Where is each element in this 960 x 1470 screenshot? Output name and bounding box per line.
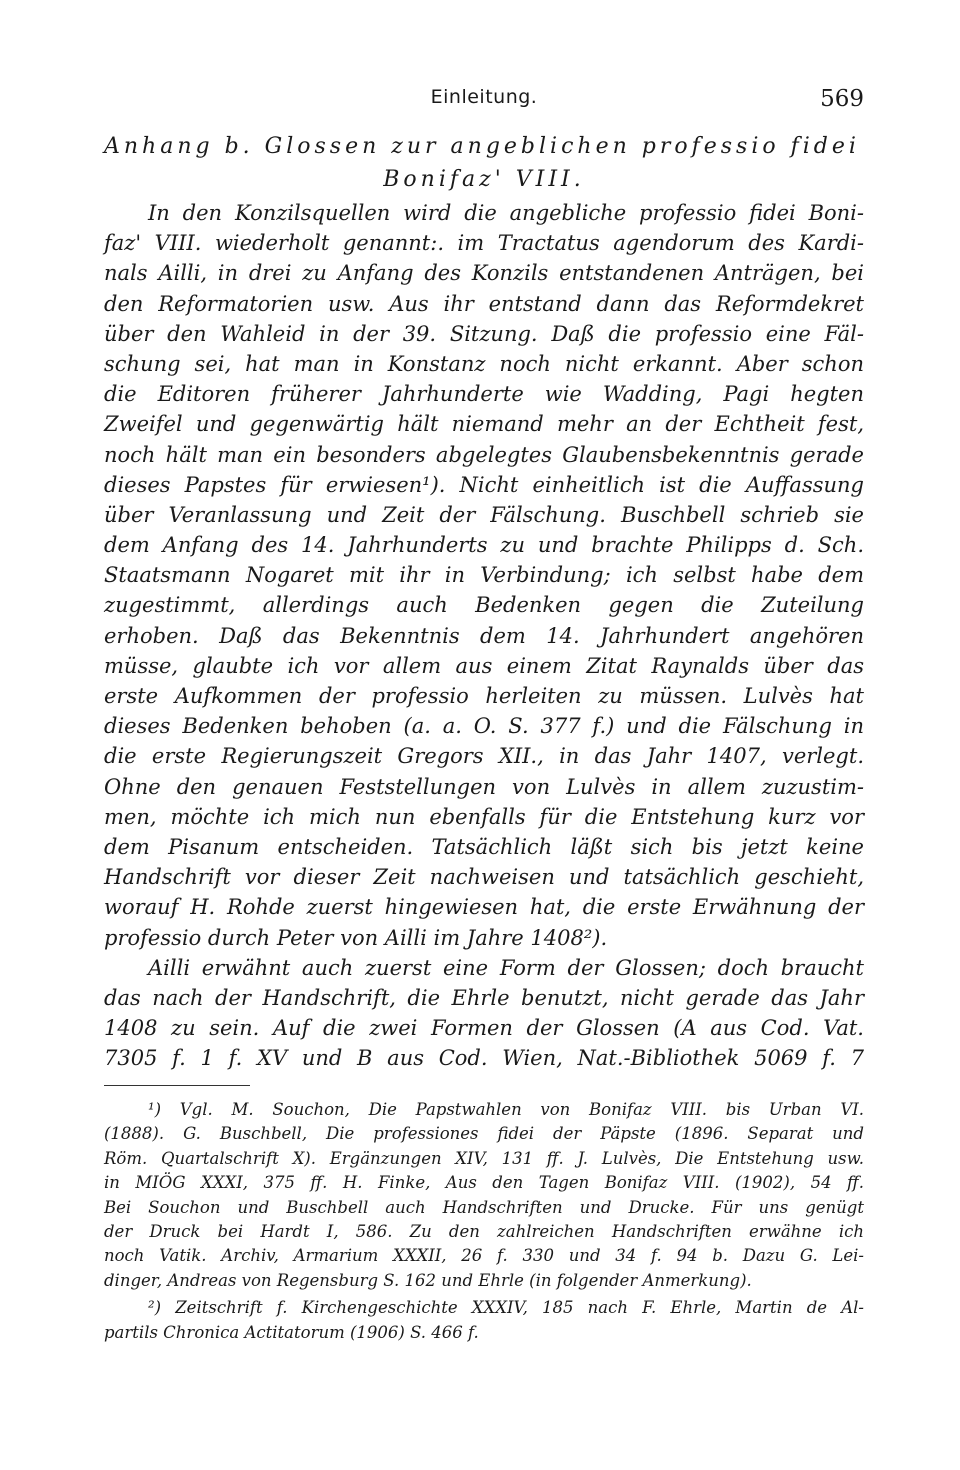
footnote-line: Röm. Quartalschrift X). Ergänzungen XIV, 131 ff. J. Lulvès, Die Entstehung usw. <box>104 1148 864 1168</box>
body-line: das nach der Handschrift, die Ehrle benutzt, nicht gerade das Jahr <box>104 985 864 1010</box>
heading-line: Anhang b. Glossen zur angeblichen professio fidei <box>104 134 860 159</box>
body-line: den Reformatorien usw. Aus ihr entstand dann das Reformdekret <box>104 291 864 316</box>
footnote-line: ²) Zeitschrift f. Kirchengeschichte XXXIV, 185 nach F. Ehrle, Martin de Al- <box>148 1298 864 1318</box>
body-line: erhoben. Daß das Bekenntnis dem 14. Jahrhundert angehören <box>104 623 864 648</box>
page-number: 569 <box>820 86 864 112</box>
section-heading <box>104 130 864 196</box>
footnote-line: (1888). G. Buschbell, Die professiones fidei der Päpste (1896. Separat und <box>104 1124 864 1144</box>
body-line: dieses Bedenken behoben (a. a. O. S. 377 f.) und die Fälschung in <box>104 714 864 739</box>
body-line: zugestimmt, allerdings auch Bedenken gegen die Zuteilung <box>104 593 864 618</box>
body-line: die Editoren früherer Jahrhunderte wie Wadding, Pagi hegten <box>104 382 864 407</box>
body-line: über den Wahleid in der 39. Sitzung. Daß die professio eine Fäl- <box>104 321 864 346</box>
body-line: nals Ailli, in drei zu Anfang des Konzils entstandenen Anträgen, bei <box>104 261 864 286</box>
heading-line: Bonifaz' VIII. <box>383 167 585 192</box>
body-line: dieses Papstes für erwiesen¹). Nicht einheitlich ist die Auffassung <box>104 472 864 497</box>
body-line: faz' VIII. wiederholt genannt:. im Tractatus agendorum des Kardi- <box>104 231 864 256</box>
body-line: professio durch Peter von Ailli im Jahre 1408²). <box>104 925 608 950</box>
footnote-line: dinger, Andreas von Regensburg S. 162 und Ehrle (in folgender Anmerkung). <box>104 1270 752 1290</box>
body-line: 1408 zu sein. Auf die zwei Formen der Glossen (A aus Cod. Vat. <box>104 1016 864 1041</box>
body-line: In den Konzilsquellen wird die angebliche professio fidei Boni- <box>148 201 864 225</box>
body-line: erste Aufkommen der professio herleiten zu müssen. Lulvès hat <box>104 684 864 708</box>
body-line: 7305 f. 1 f. XV und B aus Cod. Wien, Nat.-Bibliothek 5069 f. 7 <box>104 1046 864 1071</box>
body-line: Ailli erwähnt auch zuerst eine Form der Glossen; doch braucht <box>148 955 864 980</box>
body-line: men, möchte ich mich nun ebenfalls für die Entstehung kurz vor <box>104 804 864 829</box>
body-line: dem Anfang des 14. Jahrhunderts zu und brachte Philipps d. Sch. <box>104 533 864 558</box>
footnote-line: der Druck bei Hardt I, 586. Zu den zahlreichen Handschriften erwähne ich <box>104 1221 864 1241</box>
running-header <box>104 86 864 118</box>
footnote-line: noch Vatik. Archiv, Armarium XXXII, 26 f. 330 und 34 f. 94 b. Dazu G. Lei- <box>104 1246 864 1266</box>
body-line: dem Pisanum entscheiden. Tatsächlich läßt sich bis jetzt keine <box>104 834 864 859</box>
body-line: Staatsmann Nogaret mit ihr in Verbindung; ich selbst habe dem <box>104 563 864 588</box>
footnotes <box>104 1098 864 1345</box>
body-line: über Veranlassung und Zeit der Fälschung. Buschbell schrieb sie <box>104 502 864 527</box>
footnote-line: Bei Souchon und Buschbell auch Handschriften und Drucke. Für uns genügt <box>104 1197 864 1217</box>
body-line: Handschrift vor dieser Zeit nachweisen und tatsächlich geschieht, <box>104 865 864 890</box>
running-title: Einleitung. <box>430 86 538 108</box>
body-line: Ohne den genauen Feststellungen von Lulvès in allem zuzustim- <box>104 774 864 799</box>
footnote-line: ¹) Vgl. M. Souchon, Die Papstwahlen von Bonifaz VIII. bis Urban VI. <box>148 1100 864 1119</box>
body-text <box>104 198 864 1073</box>
body-line: Zweifel und gegenwärtig hält niemand mehr an der Echtheit fest, <box>104 412 864 437</box>
body-line: schung sei, hat man in Konstanz noch nicht erkannt. Aber schon <box>104 351 864 376</box>
footnote-line: partils Chronica Actitatorum (1906) S. 466 f. <box>104 1322 479 1342</box>
footnote-separator <box>104 1085 250 1086</box>
footnote-line: in MIÖG XXXI, 375 ff. H. Finke, Aus den Tagen Bonifaz VIII. (1902), 54 ff. <box>104 1173 864 1193</box>
body-line: die erste Regierungszeit Gregors XII., in das Jahr 1407, verlegt. <box>104 744 864 769</box>
body-line: noch hält man ein besonders abgelegtes Glaubensbekenntnis gerade <box>104 442 864 467</box>
body-line: müsse, glaubte ich vor allem aus einem Zitat Raynalds über das <box>104 653 864 678</box>
body-line: worauf H. Rohde zuerst hingewiesen hat, die erste Erwähnung der <box>104 895 864 920</box>
